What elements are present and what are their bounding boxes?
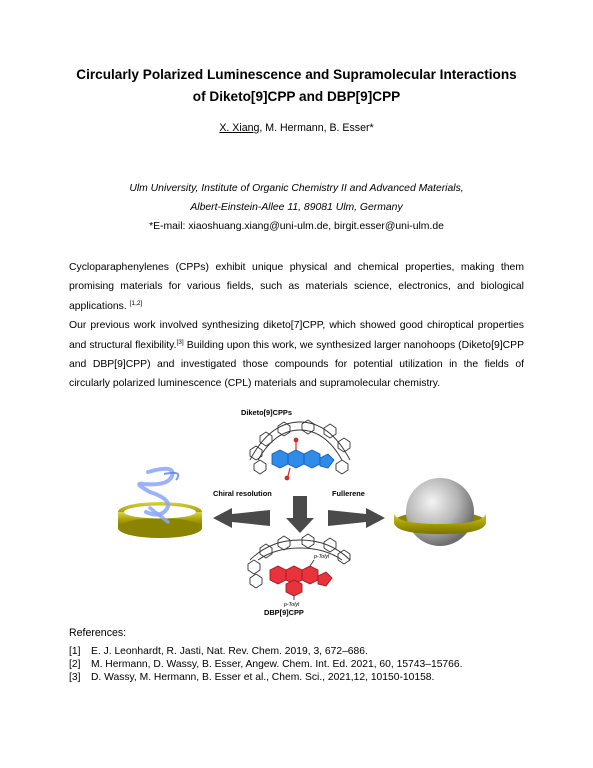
tolyl-label-top: p-Tolyl [314,554,330,560]
abstract [69,258,524,394]
reference-item: [3] D. Wassy, M. Hermann, B. Esser et al., Chem. Sci., 2021,12, 10150-10158. [69,672,435,684]
reference-item: [1] E. J. Leonhardt, R. Jasti, Nat. Rev. Chem. 2019, 3, 672–686. [69,646,368,657]
affiliation-line-2: Albert-Einstein-Allee 11, 89081 Ulm, Germany [190,202,403,213]
diketo-cpp-label: Diketo[9]CPPs [241,408,292,417]
abstract-paragraph-1 [69,258,524,316]
arrow-down-icon [286,496,314,533]
figure-graphic [110,400,490,620]
citation-3: [3] [176,338,184,346]
fullerene-ring-illustration [394,478,486,546]
graphical-abstract-figure [110,400,490,620]
affiliation [0,179,593,236]
diketo-cpp-structure [250,420,350,480]
title-line-2: of Diketo[9]CPP and DBP[9]CPP [192,89,401,104]
arrow-right-icon [328,508,385,528]
references-heading: References: [69,627,127,639]
abstract-paragraph-2 [69,316,524,394]
presenting-author: X. Xiang [219,122,260,134]
affiliation-line-1: Ulm University, Institute of Organic Chemistry II and Advanced Materials, [129,183,464,194]
arrow-left-icon [213,508,270,528]
contact-email: *E-mail: xiaoshuang.xiang@uni-ulm.de, birgit.esser@uni-ulm.de [149,221,444,232]
dbp-cpp-structure [248,534,350,600]
abstract-p2-text-b: Building upon this work, we synthesized larger nanohoops (Diketo[9]CPP and DBP[9]CPP) and investigated those compounds for potential utilization in the fields of circularly polarized luminescence (CPL) materials and supramolecular chemistry. [69,339,524,390]
author-list [0,122,593,134]
tolyl-label-bottom: p-Tolyl [284,602,300,608]
references-list [69,645,462,685]
chiral-resolution-label: Chiral resolution [213,489,272,498]
co-authors: , M. Hermann, B. Esser* [259,122,374,134]
abstract-p2-text-a: Our previous work involved synthesizing diketo[7]CPP, which showed good chiroptical properties and structural flexibility. [69,320,524,351]
paper-title [40,64,553,108]
citation-1-2: [1,2] [129,299,143,307]
chiral-ring-illustration [118,469,202,538]
reference-item: [2] M. Hermann, D. Wassy, B. Esser, Angew. Chem. Int. Ed. 2021, 60, 15743–15766. [69,659,463,671]
fullerene-label: Fullerene [332,489,365,498]
dbp-cpp-label: DBP[9]CPP [264,608,304,617]
abstract-p1-text: Cycloparaphenylenes (CPPs) exhibit unique physical and chemical properties, making them promising materials for various fields, such as materials science, electronics, and biological applications. [69,262,524,312]
title-line-1: Circularly Polarized Luminescence and Supramolecular Interactions [76,67,517,82]
